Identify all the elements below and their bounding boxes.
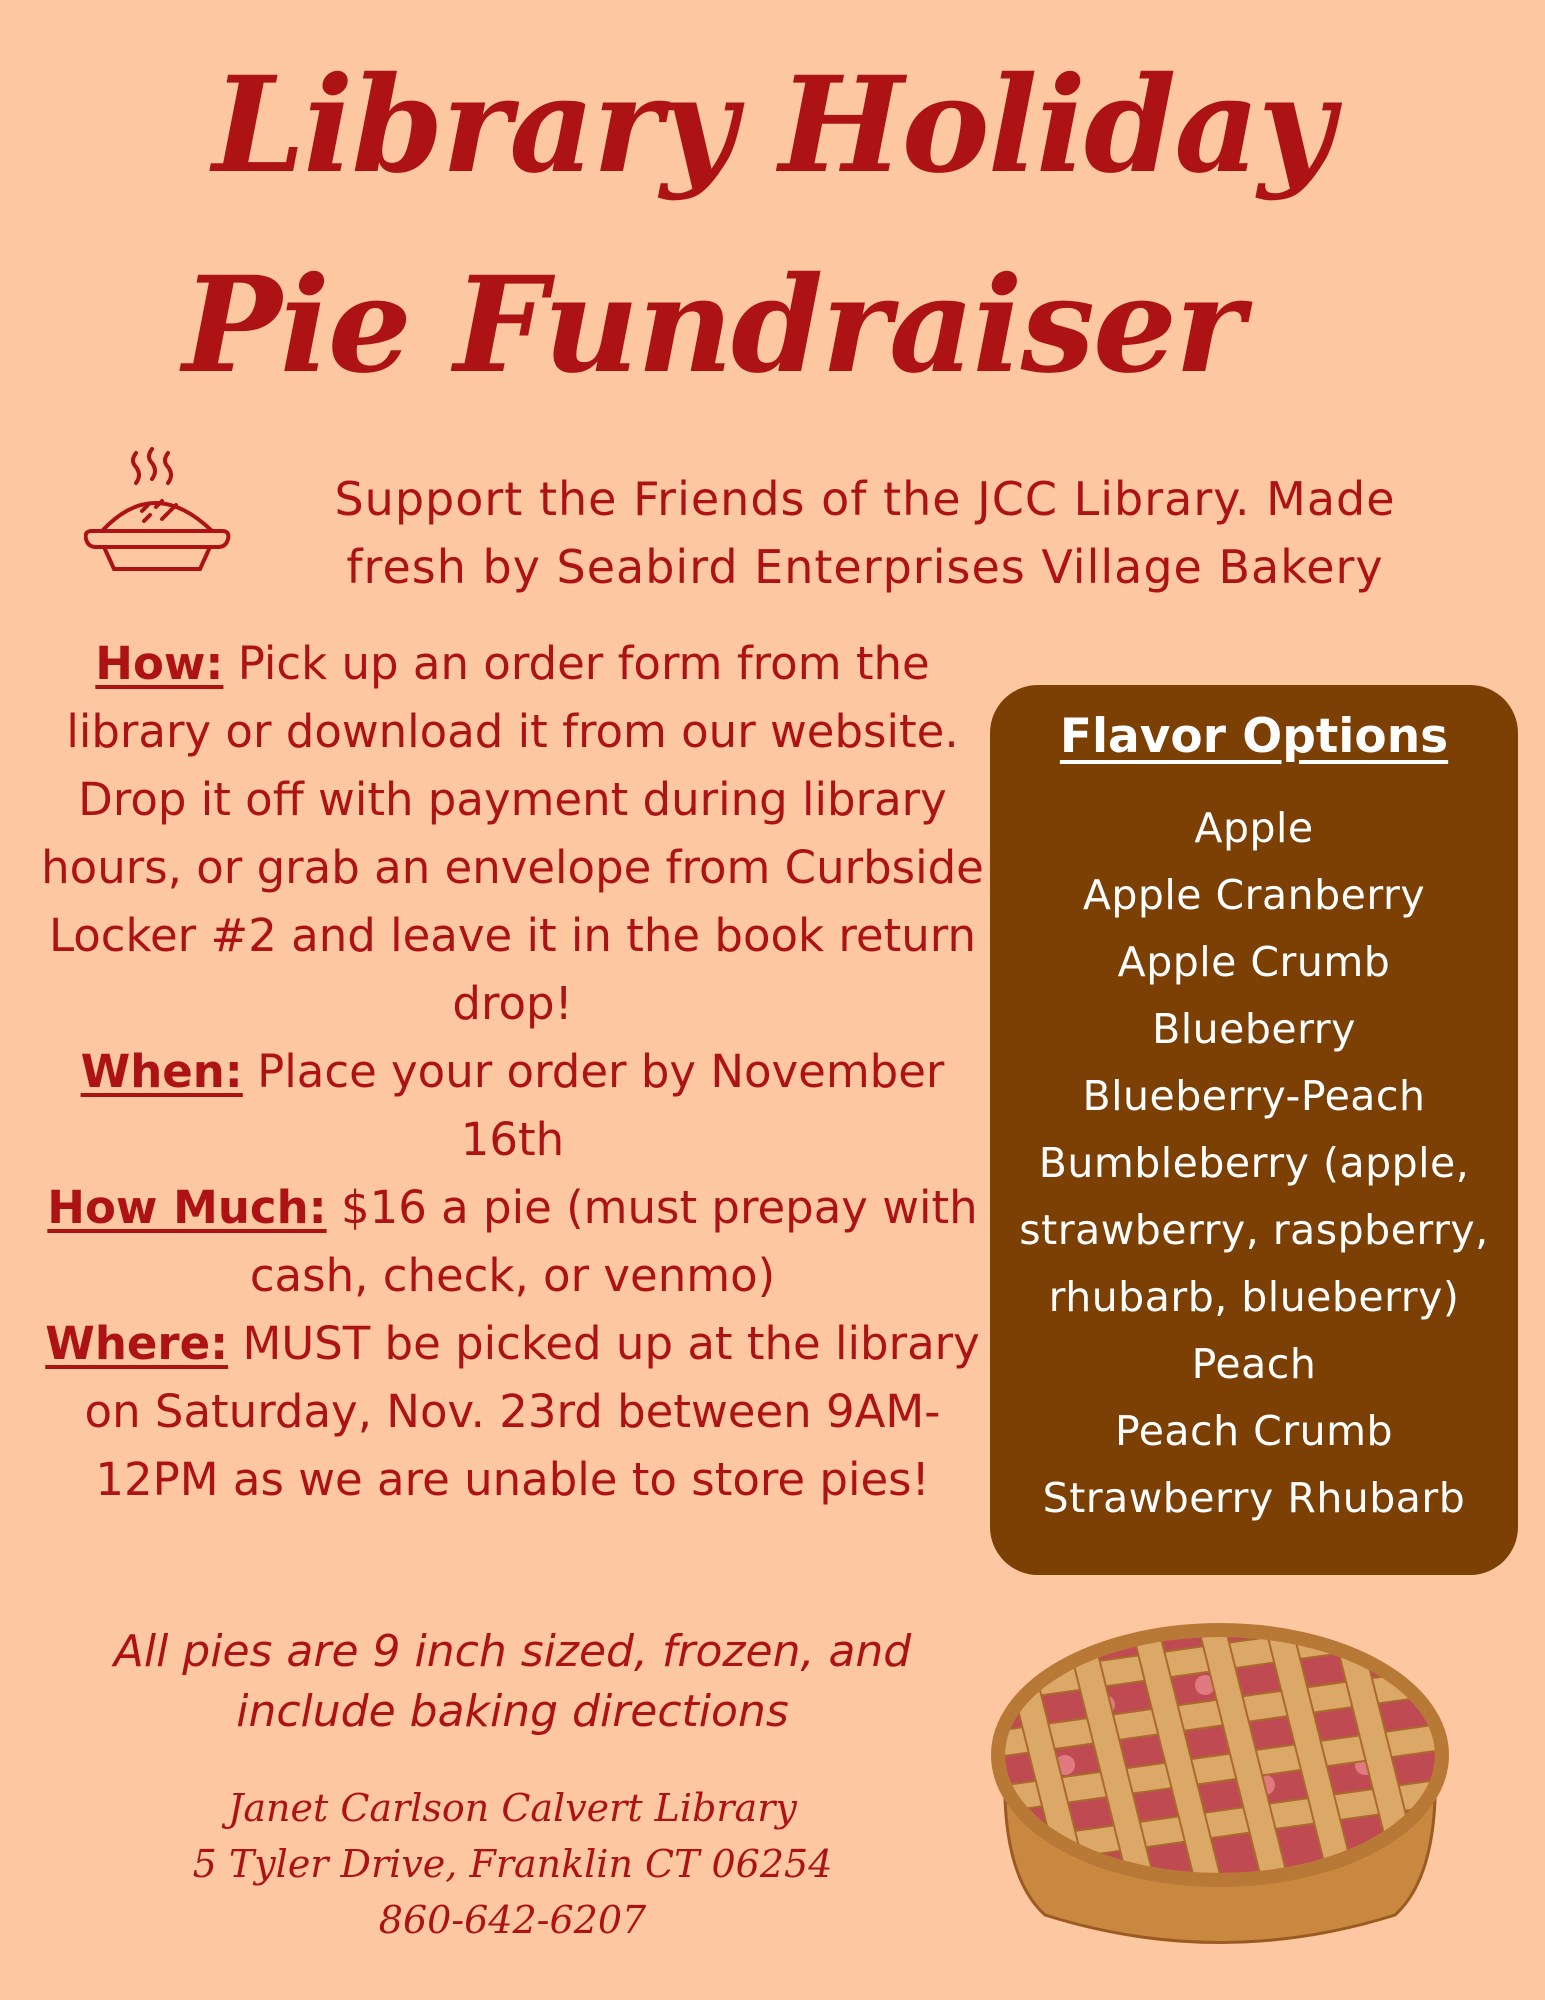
lattice-pie-illustration [975,1615,1465,1955]
library-street: 5 Tyler Drive, Franklin CT 06254 [192,1842,833,1886]
where-section [40,1310,985,1514]
title-line-2: Pie Fundraiser [182,248,1243,403]
how-much-section [40,1174,985,1310]
order-info [40,630,985,1514]
how-much-label: How Much: [47,1181,327,1234]
note-line-2: include baking directions [236,1686,789,1737]
when-label: When: [80,1045,243,1098]
how-text: Pick up an order form from the library or download it from our website. Drop it off with payment during library hours, or grab an envelope from Curbside Locker #2 and leave it in the book return drop! [41,637,984,1030]
flavor-item: Apple Cranberry [1082,871,1426,919]
how-much-text: $16 a pie (must prepay with cash, check, or venmo) [249,1181,978,1302]
when-text: Place your order by November 16th [257,1045,945,1166]
library-phone: 860-642-6207 [378,1898,647,1942]
flavor-options-heading: Flavor Options [1059,709,1449,764]
title-line-1: Library Holiday [212,48,1333,203]
flavor-item: strawberry, raspberry, [1019,1206,1489,1254]
how-label: How: [95,637,224,690]
pie-note [40,1622,985,1742]
note-line-1: All pies are 9 inch sized, frozen, and [113,1626,912,1677]
flavor-options-box [990,685,1518,1575]
flavor-item: Blueberry-Peach [1082,1072,1426,1120]
flavor-item: Bumbleberry (apple, [1038,1139,1470,1187]
library-address [40,1780,985,1948]
flavor-item: Apple Crumb [1117,938,1391,986]
flavor-item: Strawberry Rhubarb [1042,1474,1466,1522]
flavor-list [990,795,1518,1532]
library-name: Janet Carlson Calvert Library [228,1786,797,1830]
where-label: Where: [45,1317,229,1370]
steaming-pie-icon [84,445,234,585]
flavor-item: rhubarb, blueberry) [1048,1273,1460,1321]
flavor-item: Apple [1194,804,1314,852]
subtitle-line-2: fresh by Seabird Enterprises Village Bakery [346,540,1384,594]
flavor-item: Peach Crumb [1114,1407,1394,1455]
where-text: MUST be picked up at the library on Saturday, Nov. 23rd between 9AM-12PM as we are unable to store pies! [84,1317,980,1506]
how-section [40,630,985,1038]
when-section [40,1038,985,1174]
subtitle [230,465,1500,601]
flavor-item: Blueberry [1152,1005,1356,1053]
subtitle-line-1: Support the Friends of the JCC Library. Made [334,472,1396,526]
flavor-item: Peach [1191,1340,1317,1388]
